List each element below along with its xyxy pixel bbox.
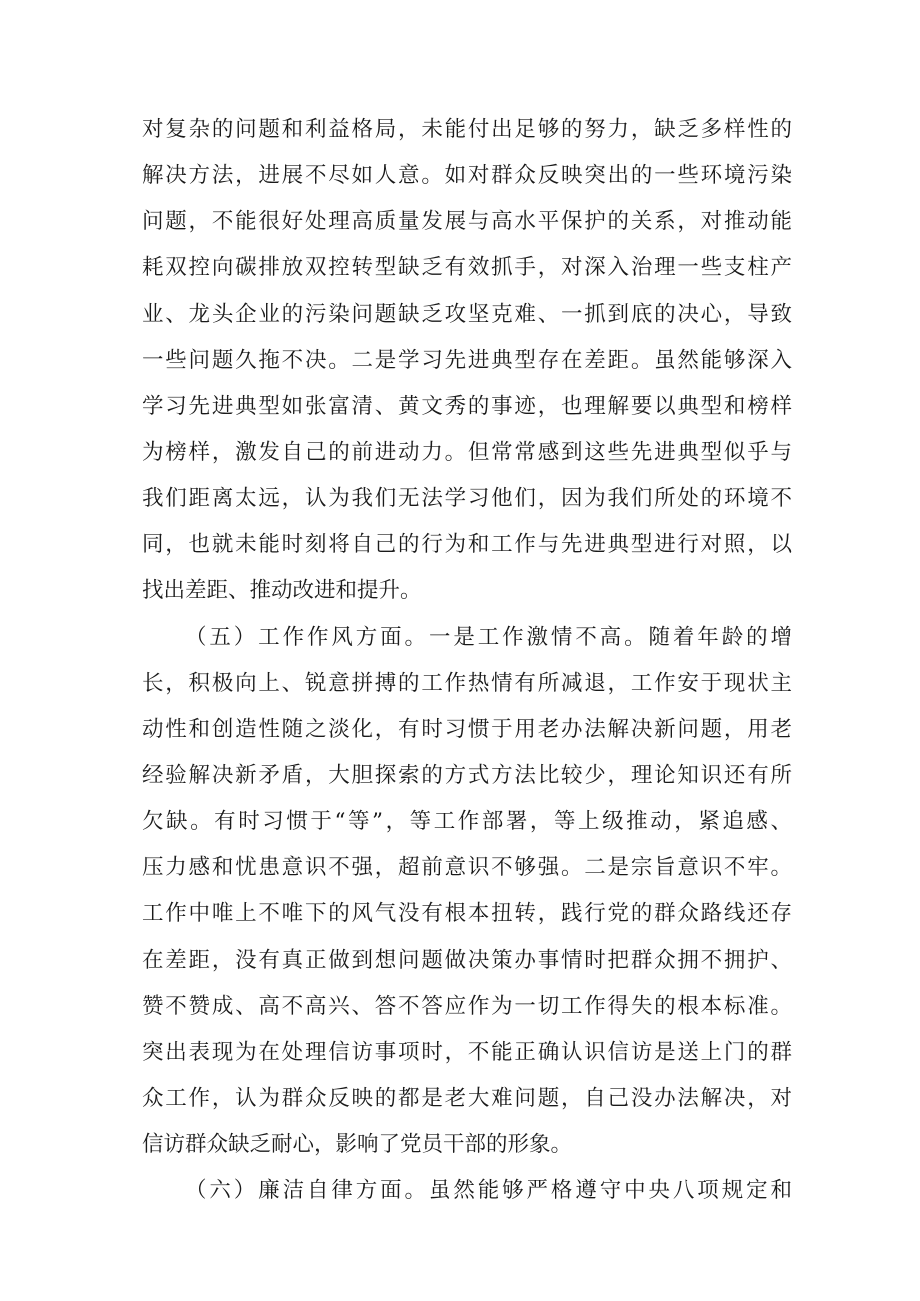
text-line: 对复杂的问题和利益格局，未能付出足够的努力，缺乏多样性的 [142, 117, 792, 142]
text-line: 压力感和忧患意识不强，超前意识不够强。二是宗旨意识不牢。 [142, 855, 792, 881]
text-line: 我们距离太远，认为我们无法学习他们，因为我们所处的环境不 [142, 486, 792, 512]
text-line: 动性和创造性随之淡化，有时习惯于用老办法解决新问题，用老 [142, 716, 792, 742]
text-line: 工作中唯上不唯下的风气没有根本扭转，践行党的群众路线还存 [142, 901, 792, 927]
text-line: 同，也就未能时刻将自己的行为和工作与先进典型进行对照，以 [142, 532, 792, 558]
text-line: 众工作，认为群众反映的都是老大难问题，自己没办法解决，对 [142, 1085, 792, 1111]
text-line: 赞不赞成、高不高兴、答不答应作为一切工作得失的根本标准。 [142, 993, 792, 1019]
text-line: 为榜样，激发自己的前进动力。但常常感到这些先进典型似乎与 [142, 439, 792, 465]
text-line: 一些问题久拖不决。二是学习先进典型存在差距。虽然能够深入 [142, 347, 792, 373]
text-line: 经验解决新矛盾，大胆探索的方式方法比较少，理论知识还有所 [142, 762, 792, 788]
text-line: 长，积极向上、锐意拼搏的工作热情有所减退，工作安于现状主 [142, 670, 792, 696]
text-line: 信访群众缺乏耐心，影响了党员干部的形象。 [142, 1132, 573, 1158]
section-heading-line: （五）工作作风方面。一是工作激情不高。随着年龄的增 [185, 624, 792, 650]
text-line: 业、龙头企业的污染问题缺乏攻坚克难、一抓到底的决心，导致 [142, 301, 792, 327]
section-heading-line: （六）廉洁自律方面。虽然能够严格遵守中央八项规定和 [185, 1178, 792, 1204]
text-line: 突出表现为在处理信访事项时，不能正确认识信访是送上门的群 [142, 1039, 792, 1065]
body-text [142, 107, 792, 1214]
text-line: 在差距，没有真正做到想问题做决策办事情时把群众拥不拥护、 [142, 947, 792, 973]
text-line: 解决方法，进展不尽如人意。如对群众反映突出的一些环境污染 [142, 163, 792, 189]
text-line: 问题，不能很好处理高质量发展与高水平保护的关系，对推动能 [142, 209, 792, 235]
text-line: 找出差距、推动改进和提升。 [142, 578, 422, 604]
text-line: 学习先进典型如张富清、黄文秀的事迹，也理解要以典型和榜样 [142, 393, 792, 419]
text-line: 耗双控向碳排放双控转型缺乏有效抓手，对深入治理一些支柱产 [142, 255, 792, 281]
text-line: 欠缺。有时习惯于“等”，等工作部署，等上级推动，紧追感、 [142, 809, 792, 835]
